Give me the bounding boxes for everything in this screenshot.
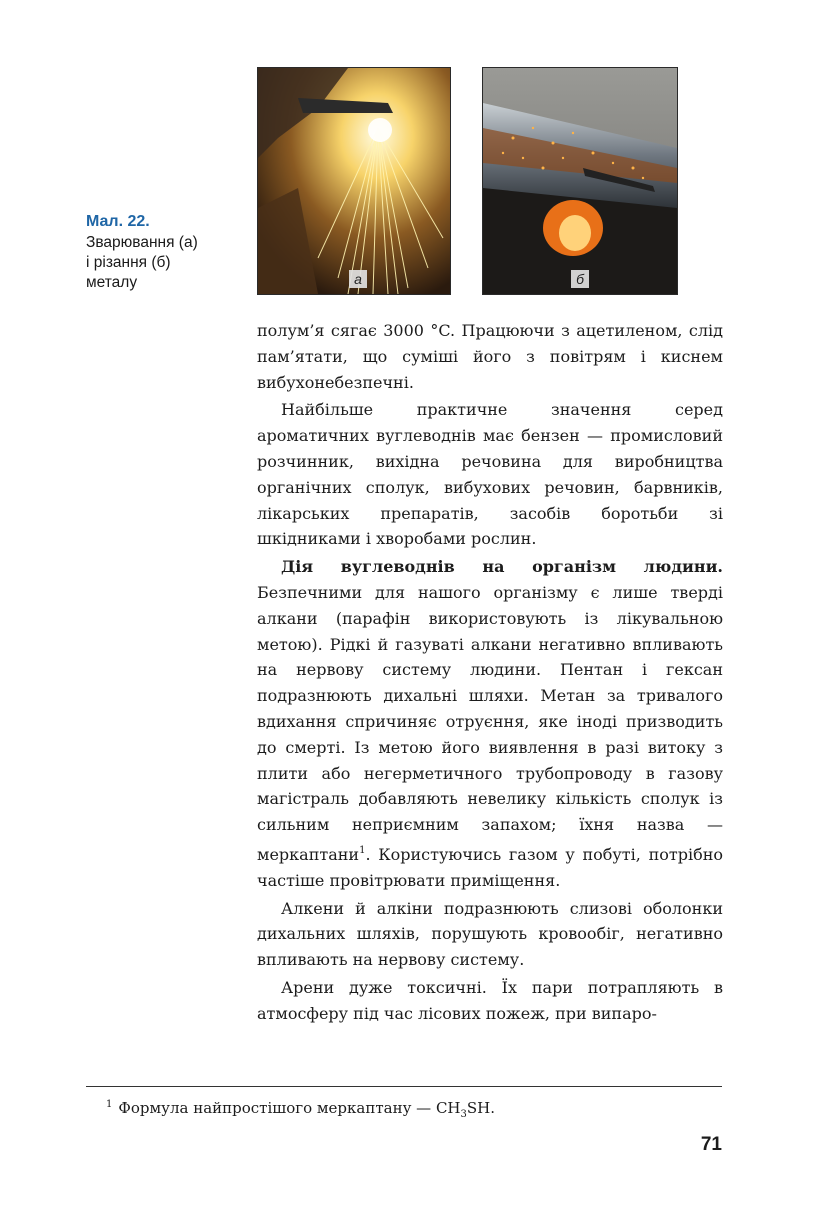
- figure-caption: [86, 212, 246, 293]
- page-number: 71: [700, 1134, 722, 1155]
- body-text: [257, 318, 723, 1027]
- cutting-photo: [482, 67, 678, 295]
- welding-image: [258, 68, 450, 294]
- paragraph: Арени дуже токсичні. Їх пари потрапляють в атмосферу під час лісових пожеж, при випаро-: [257, 977, 723, 1023]
- footnote-subscript: 3: [460, 1109, 467, 1120]
- section-heading: Дія вуглеводнів на організм людини.: [281, 557, 723, 577]
- footnote-tail: SH.: [466, 1099, 496, 1117]
- caption-line: і різання (б): [86, 254, 171, 271]
- paragraph-text: Безпечними для нашого організму є лише тверді алкани (парафін використовують із лікувальною метою). Рідкі й газуваті алкани негативно впливають на нервову систему людини. Пентан і гексан подразнюють дихальні шляхи. Метан за тривалого вдихання спричиняє отруєння, яке іноді призводить до смерті. Із метою його виявлення в разі витоку з плити або негерметичного трубопроводу в газову магістраль добавляють невелику кількість сполук із сильним неприємним запахом; їхня назва — меркаптани: [257, 582, 723, 864]
- footnote-divider: [86, 1086, 722, 1087]
- paragraph-text: . Користуючись газом у побуті, потрібно частіше провітрювати приміщення.: [257, 844, 723, 890]
- figure-number: Мал. 22.: [86, 213, 150, 230]
- caption-line: металу: [86, 274, 138, 291]
- paragraph: Найбільше практичне значення серед ароматичних вуглеводнів має бензен — промисловий розчинник, вихідна речовина для виробництва органічних сполук, вибухових речовин, барвників, лікарських препаратів, засобів боротьби зі шкідниками і хворобами рослин.: [257, 400, 723, 549]
- paragraph: [257, 554, 723, 893]
- welding-photo: [257, 67, 451, 295]
- footnote: [106, 1099, 495, 1120]
- caption-line: Зварювання (а): [86, 234, 198, 251]
- photo-label-b: б: [571, 270, 589, 288]
- footnote-number: 1: [106, 1099, 113, 1110]
- cutting-image: [483, 68, 677, 294]
- paragraph: полум’я сягає 3000 °C. Працюючи з ацетиленом, слід пам’ятати, що суміші його з повітрям і киснем вибухонебезпечні.: [257, 321, 723, 392]
- photo-label-a: а: [349, 270, 367, 288]
- footnote-text: Формула найпростішого меркаптану — CH: [118, 1099, 461, 1117]
- paragraph: Алкени й алкіни подразнюють слизові оболонки дихальних шляхів, порушують кровообіг, негативно впливають на нервову систему.: [257, 898, 723, 970]
- footnote-mark: 1: [359, 844, 366, 856]
